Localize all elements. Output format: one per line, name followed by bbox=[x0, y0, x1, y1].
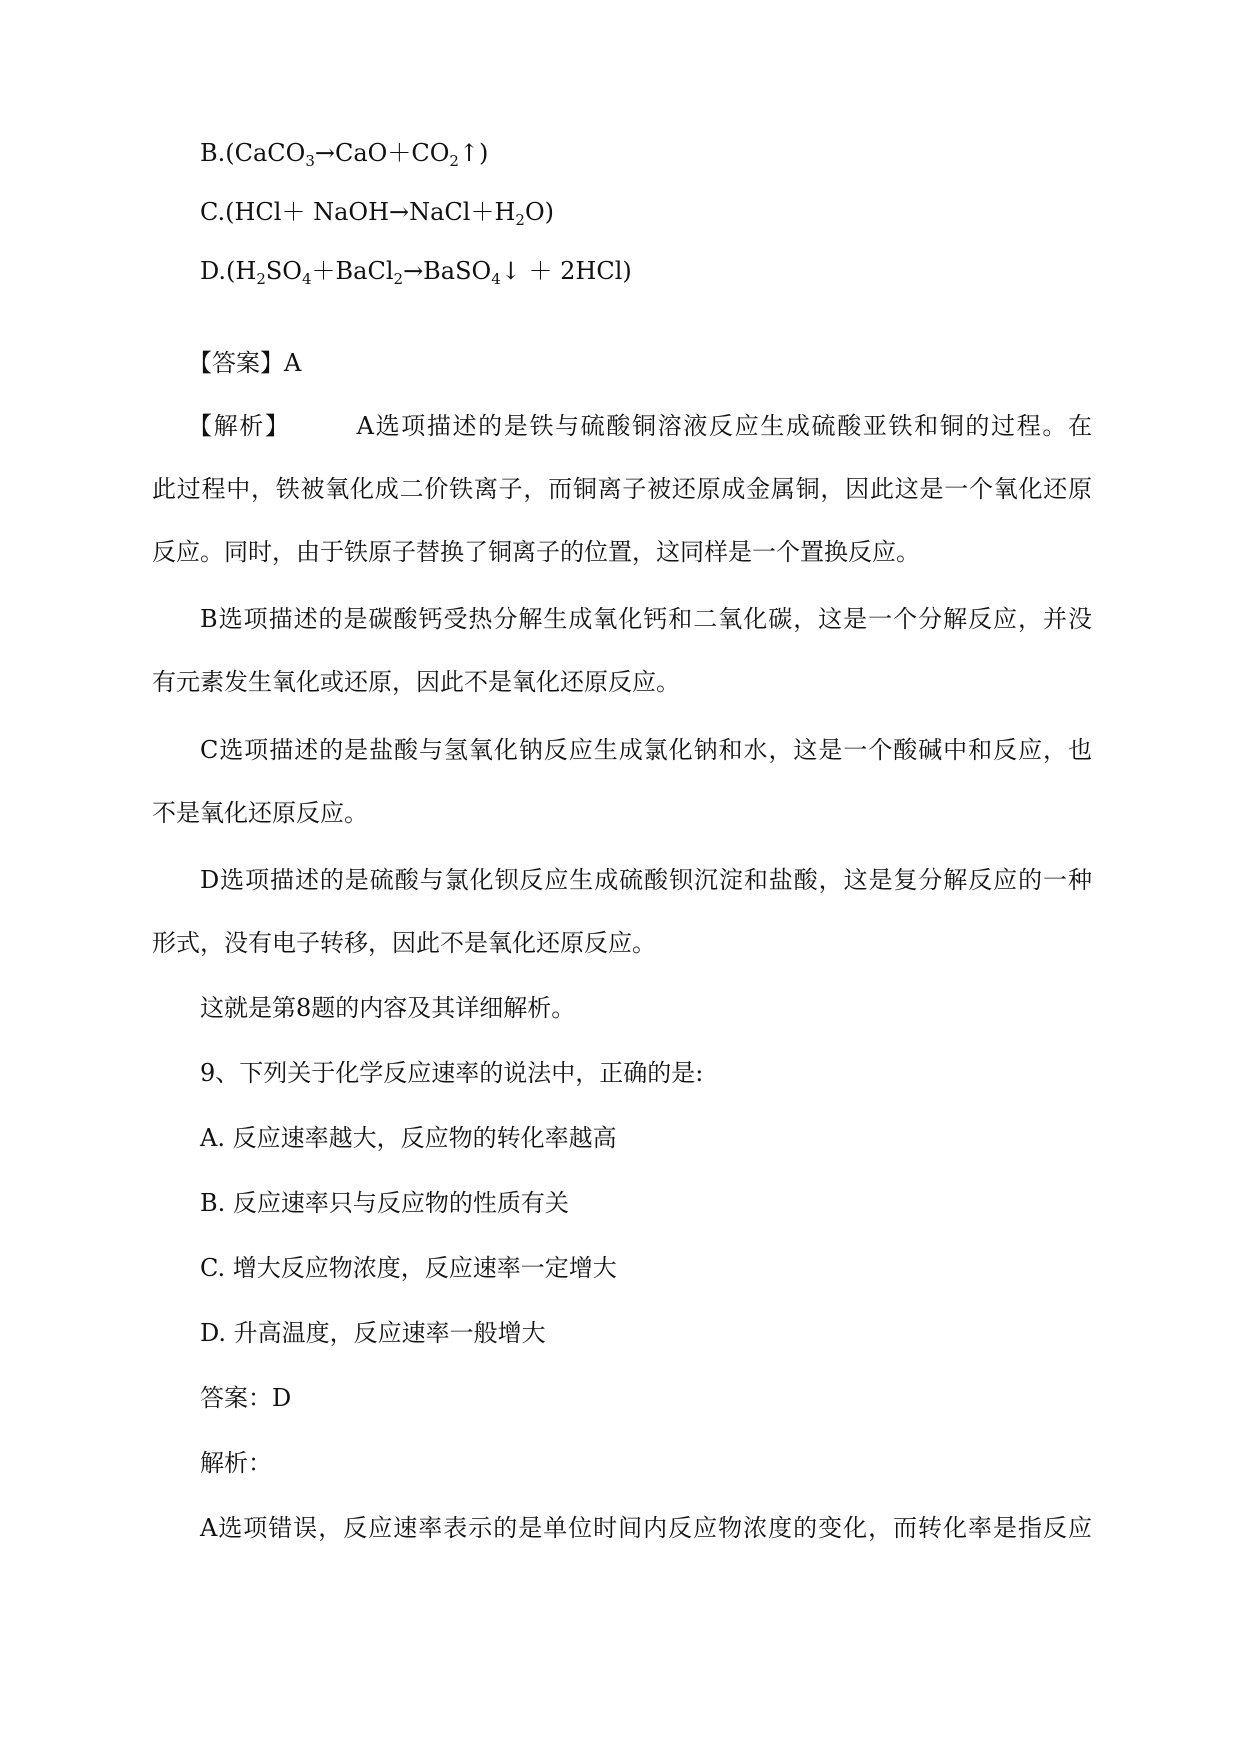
q8-option-c: $C.(HCl+ NaOH\to NaCl+H_2O)$ bbox=[200, 198, 554, 229]
q8-summary: 这就是第8题的内容及其详细解析。 bbox=[200, 994, 576, 1022]
q8-analysis-line-4: B选项描述的是碳酸钙受热分解生成氧化钙和二氧化碳，这是一个分解反应，并没 bbox=[200, 605, 1092, 633]
q9-analysis-line-1: A选项错误，反应速率表示的是单位时间内反应物浓度的变化，而转化率是指反应 bbox=[200, 1514, 1092, 1542]
q8-option-d: $D.(H_2SO_4+BaCl_2\to BaSO_4↓ + 2HCl)$ bbox=[200, 257, 632, 288]
q8-analysis-line-2: 此过程中，铁被氧化成二价铁离子，而铜离子被还原成金属铜，因此这是一个氧化还原 bbox=[152, 475, 1092, 503]
q8-analysis-line-5: 有元素发生氧化或还原，因此不是氧化还原反应。 bbox=[152, 668, 680, 696]
q9-option-d: D. 升高温度，反应速率一般增大 bbox=[200, 1319, 546, 1347]
q8-analysis-label: 【解析】 bbox=[188, 412, 291, 440]
q8-answer: 【答案】A bbox=[188, 349, 302, 377]
q8-option-b: $B.(CaCO_3\to CaO+CO_2↑)$ bbox=[200, 139, 489, 170]
q8-analysis-line-9: 形式，没有电子转移，因此不是氧化还原反应。 bbox=[152, 929, 656, 957]
q8-analysis-line-3: 反应。同时，由于铁原子替换了铜离子的位置，这同样是一个置换反应。 bbox=[152, 538, 920, 566]
q8-analysis-line-6: C选项描述的是盐酸与氢氧化钠反应生成氯化钠和水，这是一个酸碱中和反应，也 bbox=[200, 736, 1092, 764]
q9-option-b: B. 反应速率只与反应物的性质有关 bbox=[200, 1189, 569, 1217]
q9-option-c: C. 增大反应物浓度，反应速率一定增大 bbox=[200, 1254, 617, 1282]
q9-analysis-label: 解析： bbox=[200, 1449, 272, 1477]
q8-analysis-line-1: 【解析】 A选项描述的是铁与硫酸铜溶液反应生成硫酸亚铁和铜的过程。在 bbox=[188, 412, 1092, 440]
q8-analysis-line-7: 不是氧化还原反应。 bbox=[152, 799, 368, 827]
q8-analysis-line-8: D选项描述的是硫酸与氯化钡反应生成硫酸钡沉淀和盐酸，这是复分解反应的一种 bbox=[200, 866, 1092, 894]
q9-question: 9、下列关于化学反应速率的说法中，正确的是: bbox=[200, 1059, 704, 1087]
q9-option-a: A. 反应速率越大，反应物的转化率越高 bbox=[200, 1124, 617, 1152]
q9-answer: 答案：D bbox=[200, 1384, 292, 1412]
